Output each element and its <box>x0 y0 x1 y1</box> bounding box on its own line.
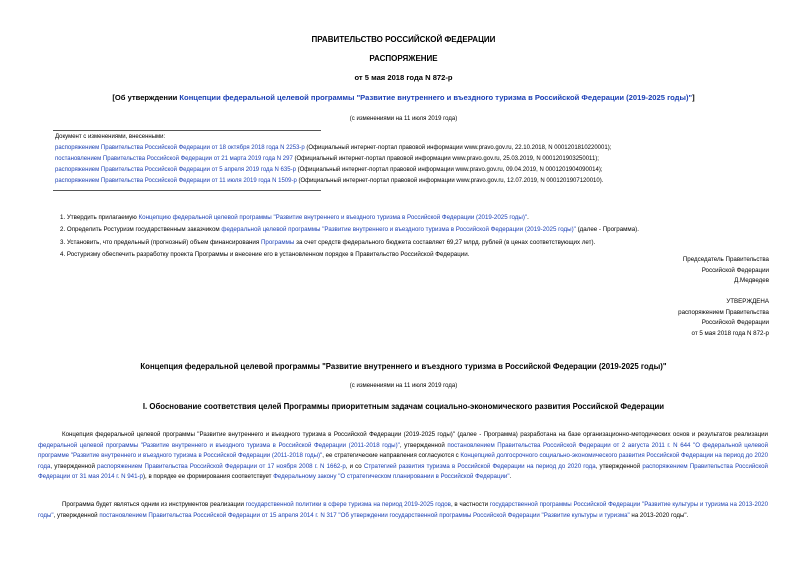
concept-title: Концепция федеральной целевой программы "Развитие внутреннего и въездного туризма в Российской Федерации (2019-2025 годы)" <box>140 362 667 371</box>
document-type: РАСПОРЯЖЕНИЕ <box>369 54 438 63</box>
change-details: (Официальный интернет-портал правовой информации www.pravo.gov.ru, 12.07.2019, N 0001201907120010). <box>296 178 604 184</box>
para-text: на 2013-2020 годы". <box>629 511 689 519</box>
para-text: , утвержденной <box>595 462 643 470</box>
approval-line: распоряжением Правительства <box>678 308 769 316</box>
federal-law-link[interactable]: Федеральному закону "О стратегическом планировании в Российской Федерации" <box>273 473 510 480</box>
divider-top <box>53 130 321 131</box>
changes-list <box>55 132 795 187</box>
divider-bottom <box>53 190 321 191</box>
change-details: (Официальный интернет-портал правовой информации www.pravo.gov.ru, 22.10.2018, N 0001201810220001); <box>304 145 612 151</box>
para-text: . <box>509 473 512 480</box>
para-text: , ее стратегические направления согласуются с <box>322 452 461 459</box>
paragraph-1 <box>38 430 768 483</box>
resolution-317-link[interactable]: постановлением Правительства Российской Федерации от 15 апреля 2014 г. N 317 "Об утверждении государственной программы Российской Федерации "Развитие культуры и туризма" <box>99 511 630 519</box>
para-text: , утвержденной <box>399 441 448 449</box>
amendment-note: (с изменениями на 11 июля 2019 года) <box>349 116 458 122</box>
resolution-644-link[interactable]: постановлением Правительства Российской Федерации от 2 августа 2011 г. N 644 "О федеральной целевой программе "Развитие внутреннего и въездного туризма в Российской Федерации (2011-2018 годы)" <box>38 441 769 459</box>
signature-line: Российской Федерации <box>701 266 769 274</box>
tourism-strategy-link[interactable]: Стратегией развития туризма в Российской Федерации на период до 2020 года <box>363 462 596 470</box>
order-item-2 <box>60 224 800 236</box>
state-program-link[interactable]: государственной программы Российской Федерации "Развитие культуры и туризма на 2013-2020 годы" <box>38 501 768 519</box>
change-link[interactable]: распоряжением Правительства Российской Федерации от 18 октября 2018 года N 2253-р <box>55 145 305 151</box>
title-suffix: ] <box>692 93 695 102</box>
program-short-link[interactable]: Программы <box>260 238 295 246</box>
order-text: 1. Утвердить прилагаемую <box>60 214 139 221</box>
para-text: Программа будет являться одним из инструментов реализации <box>62 501 246 508</box>
para-text: ), в порядке ее формирования соответствует <box>142 473 274 480</box>
para-text: , утвержденной <box>50 462 98 470</box>
government-heading: ПРАВИТЕЛЬСТВО РОССИЙСКОЙ ФЕДЕРАЦИИ <box>311 35 496 44</box>
change-details: (Официальный интернет-портал правовой информации www.pravo.gov.ru, 25.03.2019, N 0001201903250011); <box>292 156 599 162</box>
order-text: (далее - Программа). <box>575 226 639 234</box>
para-text: , в частности <box>450 501 490 508</box>
order-1662-link[interactable]: распоряжением Правительства Российской Федерации от 17 ноября 2008 г. N 1662-р <box>97 462 346 470</box>
document-date: от 5 мая 2018 года N 872-р <box>354 73 453 82</box>
concept-link[interactable]: Концепцию федеральной целевой программы "Развитие внутреннего и въездного туризма в Российской Федерации (2019-2025 годы)" <box>138 214 528 221</box>
order-items <box>60 212 800 261</box>
order-text: . <box>527 214 529 221</box>
approval-date: от 5 мая 2018 года N 872-р <box>691 329 769 337</box>
signature-line: Председатель Правительства <box>682 256 769 263</box>
order-941-link[interactable]: распоряжением Правительства Российской Федерации от 31 мая 2014 г. N 941-р <box>38 462 768 480</box>
order-item-3 <box>60 237 800 249</box>
change-link[interactable]: постановлением Правительства Российской Федерации от 21 марта 2019 года N 297 <box>55 156 293 162</box>
change-details: (Официальный интернет-портал правовой информации www.pravo.gov.ru, 09.04.2019, N 0001201904090014); <box>295 167 603 173</box>
fcp-2011-link[interactable]: федеральной целевой программы "Развитие внутреннего и въездного туризма в Российской Федерации (2011-2018 годы)" <box>38 441 400 449</box>
approval-line: УТВЕРЖДЕНА <box>726 298 769 305</box>
change-item <box>55 176 795 187</box>
approval-block <box>678 297 769 339</box>
change-link[interactable]: распоряжением Правительства Российской Федерации от 5 апреля 2019 года N 635-р <box>55 167 296 173</box>
order-text: 2. Определить Ростуризм государственным заказчиком <box>60 226 222 234</box>
change-item <box>55 143 795 154</box>
concept-amendment-note: (с изменениями на 11 июля 2019 года) <box>349 383 458 389</box>
title-prefix: [Об утверждении <box>112 93 180 102</box>
signature-block <box>683 255 769 287</box>
order-text: за счет средств федерального бюджета составляет 69,27 млрд. рублей (в ценах соответствующих лет). <box>294 238 596 246</box>
approval-line: Российской Федерации <box>701 319 769 327</box>
document-title <box>0 94 807 103</box>
para-text: Концепция федеральной целевой программы "Развитие внутреннего и въездного туризма в Российской Федерации (2019-2025 годы)" (далее - Программа) разработана на базе организационно-методических основ и результатов реализации <box>62 431 768 438</box>
change-link[interactable]: распоряжением Правительства Российской Федерации от 11 июля 2019 года N 1509-р <box>55 178 297 184</box>
state-policy-link[interactable]: государственной политики в сфере туризма на период 2019-2025 годов <box>245 501 451 508</box>
section-heading: I. Обоснование соответствия целей Программы приоритетным задачам социально-экономического развития Российской Федерации <box>142 402 665 411</box>
change-item <box>55 165 795 176</box>
title-concept-link[interactable]: Концепции федеральной целевой программы "Развитие внутреннего и въездного туризма в Российской Федерации (2019-2025 годы)" <box>179 93 693 102</box>
change-item <box>55 154 795 165</box>
long-term-concept-link[interactable]: Концепцией долгосрочного социально-экономического развития Российской Федерации на период до 2020 года <box>38 452 769 470</box>
changes-intro: Документ с изменениями, внесенными: <box>55 134 166 140</box>
signature-name: Д.Медведев <box>734 277 769 285</box>
paragraph-2 <box>38 500 768 521</box>
order-item-4: 4. Ростуризму обеспечить разработку проекта Программы и внесение его в установленном порядке в Правительство Российской Федерации. <box>60 250 470 258</box>
para-text: , и со <box>345 462 364 470</box>
order-item-1 <box>60 212 800 224</box>
program-link[interactable]: федеральной целевой программы "Развитие внутреннего и въездного туризма в Российской Федерации (2019-2025 годы)" <box>221 226 576 234</box>
order-text: 3. Установить, что предельный (прогнозный) объем финансирования <box>60 238 261 246</box>
para-text: , утвержденной <box>53 511 100 519</box>
